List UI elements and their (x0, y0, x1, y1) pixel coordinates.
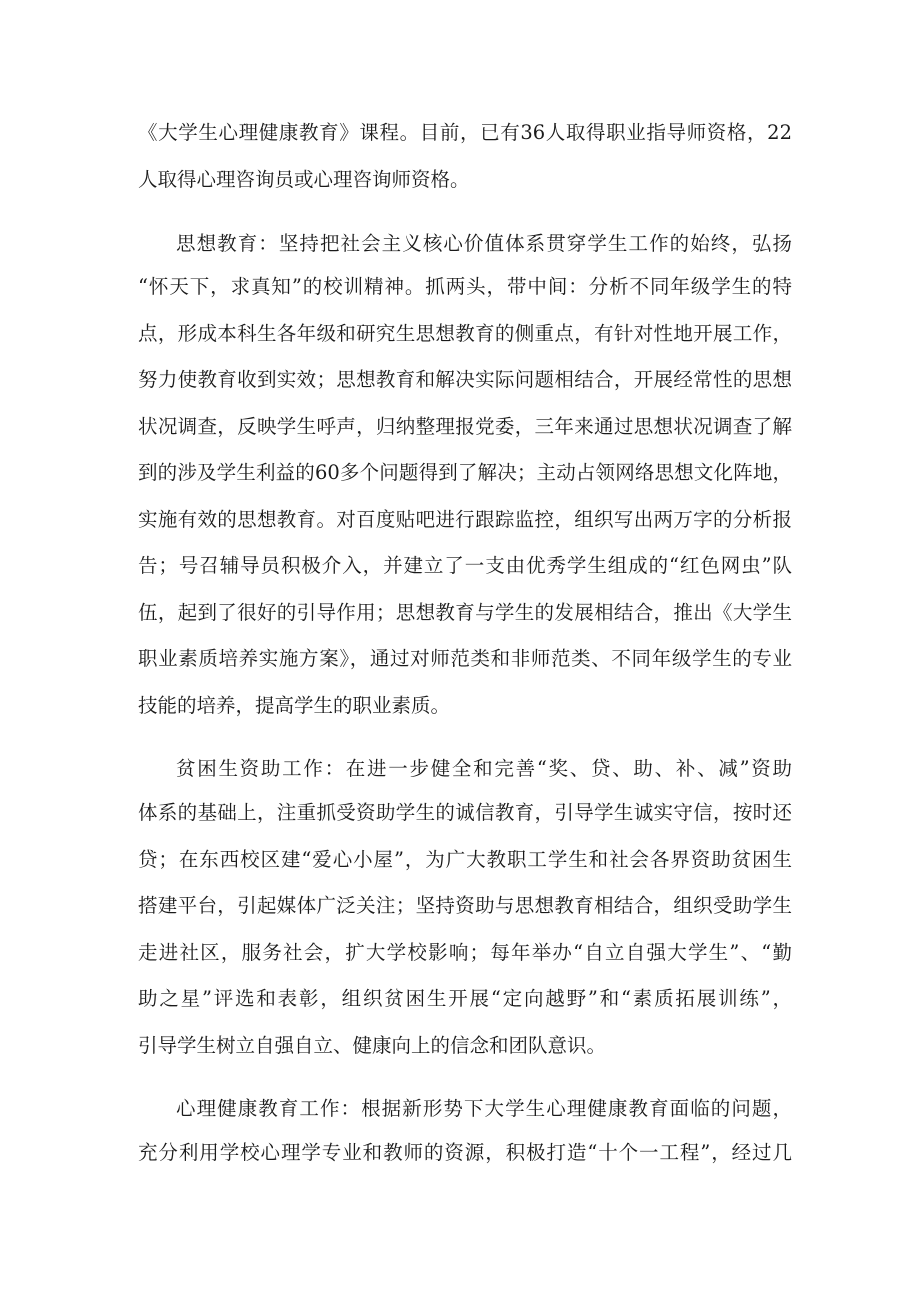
text-line: “怀天下，求真知”的校训精神。抓两头，带中间：分析不同年级学生的特 (138, 275, 792, 298)
text-line: 伍，起到了很好的引导作用；思想教育与学生的发展相结合，推出《大学生 (138, 601, 792, 624)
text-line: 思想教育：坚持把社会主义核心价值体系贯穿学生工作的始终，弘扬 (176, 232, 792, 255)
text-line: 《大学生心理健康教育》课程。目前，已有36人取得职业指导师资格，22 (138, 121, 792, 144)
text-line: 充分利用学校心理学专业和教师的资源，积极打造“十个一工程”，经过几 (138, 1141, 792, 1164)
text-line: 实施有效的思想教育。对百度贴吧进行跟踪监控，组织写出两万字的分析报 (138, 508, 792, 531)
text-line: 心理健康教育工作：根据新形势下大学生心理健康教育面临的问题， (176, 1097, 792, 1120)
text-line: 职业素质培养实施方案》，通过对师范类和非师范类、不同年级学生的专业 (138, 647, 792, 670)
text-line: 体系的基础上，注重抓受资助学生的诚信教育，引导学生诚实守信，按时还 (138, 801, 792, 824)
text-line: 技能的培养，提高学生的职业素质。 (138, 694, 451, 717)
text-line: 贷；在东西校区建“爱心小屋”，为广大教职工学生和社会各界资助贫困生 (138, 848, 792, 871)
text-line: 走进社区，服务社会，扩大学校影响；每年举办“自立自强大学生”、“勤 (138, 941, 792, 964)
text-line: 告；号召辅导员积极介入，并建立了一支由优秀学生组成的“红色网虫”队 (138, 554, 792, 577)
text-line: 贫困生资助工作：在进一步健全和完善“奖、贷、助、补、减”资助 (176, 757, 792, 780)
text-line: 点，形成本科生各年级和研究生思想教育的侧重点，有针对性地开展工作， (138, 322, 792, 345)
text-line: 引导学生树立自强自立、健康向上的信念和团队意识。 (138, 1034, 607, 1057)
text-line: 到的涉及学生利益的60多个问题得到了解决；主动占领网络思想文化阵地， (138, 461, 792, 484)
text-line: 助之星”评选和表彰，组织贫困生开展“定向越野”和“素质拓展训练”， (138, 987, 792, 1010)
text-line: 状况调查，反映学生呼声，归纳整理报党委，三年来通过思想状况调查了解 (138, 415, 792, 438)
text-line: 搭建平台，引起媒体广泛关注；坚持资助与思想教育相结合，组织受助学生 (138, 894, 792, 917)
text-line: 努力使教育收到实效；思想教育和解决实际问题相结合，开展经常性的思想 (138, 368, 792, 391)
text-line: 人取得心理咨询员或心理咨询师资格。 (138, 168, 470, 191)
